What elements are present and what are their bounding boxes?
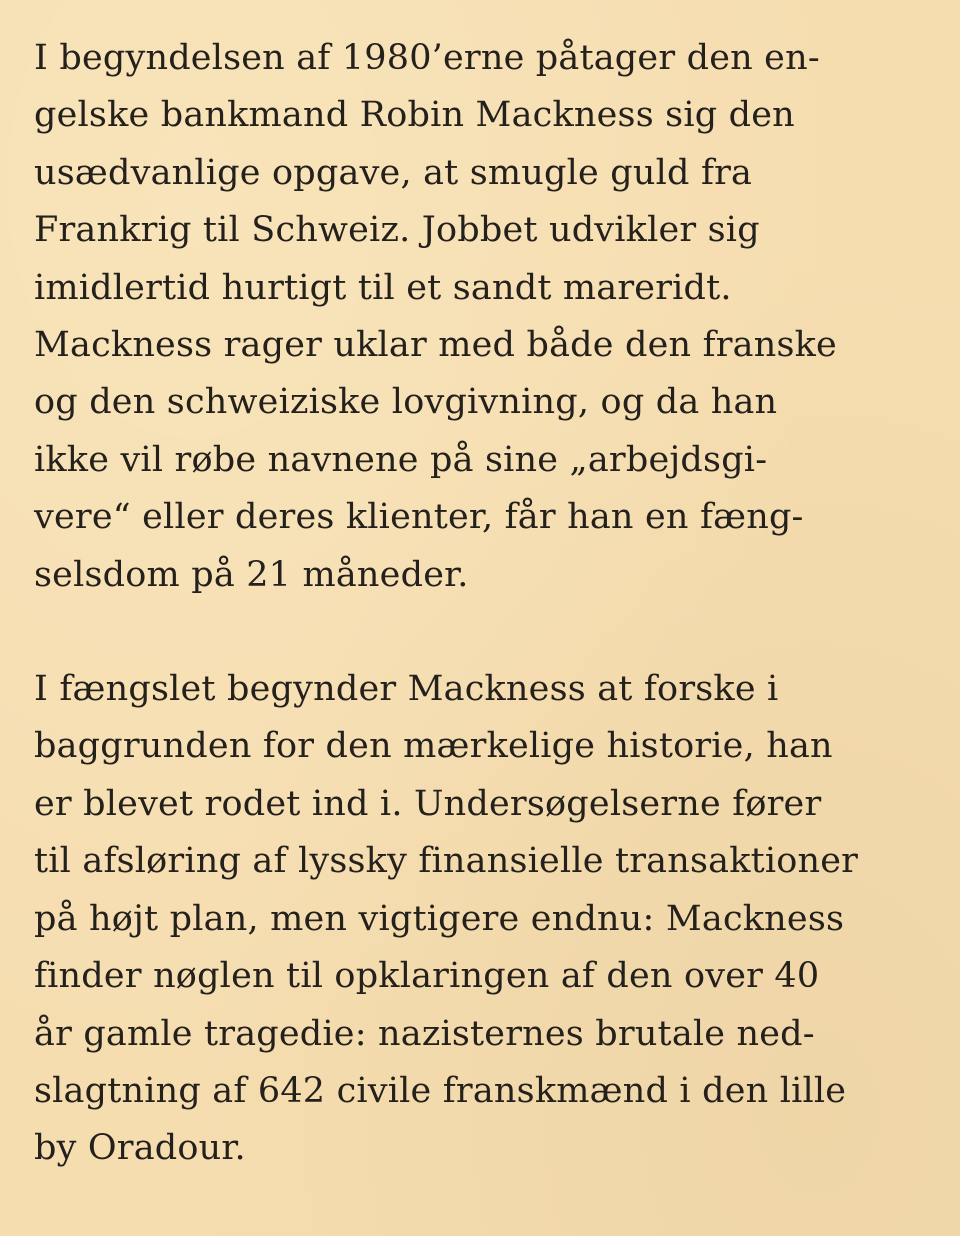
text-line: år gamle tragedie: nazisternes brutale ned- [34, 1013, 815, 1054]
text-line: Frankrig til Schweiz. Jobbet udvikler sig [34, 210, 760, 251]
text-line: til afsløring af lyssky finansielle transaktioner [34, 841, 859, 882]
text-line: selsdom på 21 måneder. [34, 554, 469, 595]
text-line: og den schweiziske lovgivning, og da han [34, 382, 778, 423]
text-line: usædvanlige opgave, at smugle guld fra [34, 152, 753, 193]
paragraph-1 [34, 30, 940, 604]
text-line: ikke vil røbe navnene på sine „arbejdsgi- [34, 439, 768, 480]
paragraph-2 [34, 661, 940, 1178]
paragraph-spacer [34, 604, 940, 661]
text-line: slagtning af 642 civile franskmænd i den lille [34, 1070, 847, 1111]
text-line: finder nøglen til opklaringen af den over 40 [34, 956, 820, 997]
text-line: I begyndelsen af 1980’erne påtager den en- [34, 38, 820, 78]
text-line: Mackness rager uklar med både den franske [34, 325, 837, 366]
text-line: imidlertid hurtigt til et sandt mareridt. [34, 267, 732, 308]
text-line: er blevet rodet ind i. Undersøgelserne fører [34, 783, 822, 824]
text-line: gelske bankmand Robin Mackness sig den [34, 95, 795, 136]
text-line: by Oradour. [34, 1128, 246, 1169]
text-line: på højt plan, men vigtigere endnu: Mackness [34, 898, 845, 939]
text-line: baggrunden for den mærkelige historie, han [34, 726, 833, 767]
text-line: I fængslet begynder Mackness at forske i [34, 669, 779, 710]
text-line: vere“ eller deres klienter, får han en fæng- [34, 497, 804, 538]
